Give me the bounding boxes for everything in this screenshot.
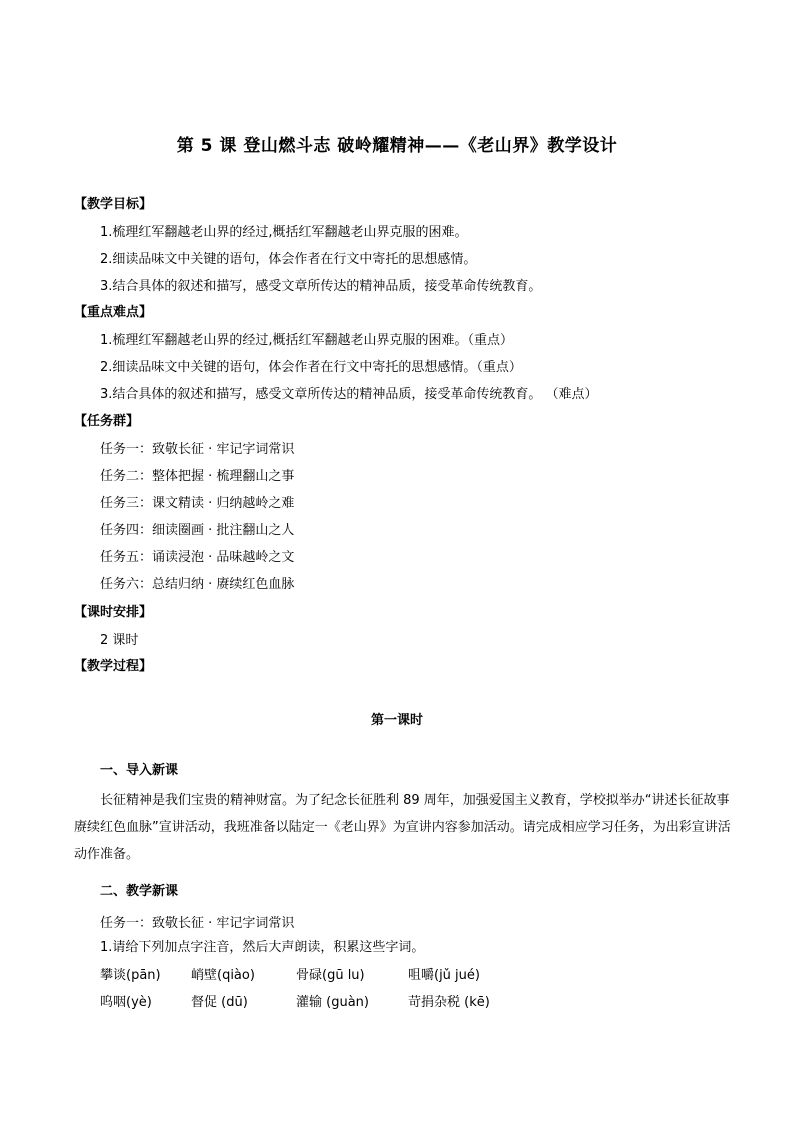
task-item: 任务二：整体把握 · 梳理翻山之事 — [100, 469, 295, 484]
schedule-text: 2 课时 — [100, 633, 139, 648]
intro-paragraph: 长征精神是我们宝贵的精神财富。为了纪念长征胜利 89 周年，加强爱国主义教育，学校拟举办“讲述长征故事 赓续红色血脉”宣讲活动，我班准备以陆定一《老山界》为宣讲内容参加活动。请完成相应学习任务，为出彩宣讲活动作准备。 — [74, 793, 731, 862]
vocab-word: 骨碌(gū lu) — [296, 968, 365, 983]
exercise-instruction: 1.请给下列加点字注音，然后大声朗读，积累这些字词。 — [100, 940, 425, 955]
goal-item: 2.细读品味文中关键的语句，体会作者在行文中寄托的思想感情。 — [100, 252, 477, 267]
key-item: 3.结合具体的叙述和描写，感受文章所传达的精神品质，接受革命传统教育。 （难点） — [100, 387, 598, 402]
key-item: 1.梳理红军翻越老山界的经过,概括红军翻越老山界克服的困难。（重点） — [100, 333, 514, 348]
vocab-word: 苛捐杂税 (kē) — [408, 995, 490, 1010]
schedule-heading: 【课时安排】 — [74, 605, 153, 620]
section-heading: 二、教学新课 — [100, 884, 179, 899]
vocab-word: 峭壁(qiào) — [191, 968, 255, 983]
task-item: 任务六：总结归纳 · 赓续红色血脉 — [100, 577, 295, 592]
tasks-heading: 【任务群】 — [74, 414, 140, 429]
process-heading: 【教学过程】 — [74, 659, 153, 674]
vocab-word: 灌输 (guàn) — [296, 995, 369, 1010]
document-title: 第 5 课 登山燃斗志 破岭耀精神——《老山界》教学设计 — [176, 136, 618, 156]
task-item: 任务四：细读圈画 · 批注翻山之人 — [100, 523, 295, 538]
task-item: 任务一：致敬长征 · 牢记字词常识 — [100, 442, 295, 457]
task-item: 任务三：课文精读 · 归纳越岭之难 — [100, 496, 295, 511]
keys-heading: 【重点难点】 — [74, 305, 153, 320]
goals-heading: 【教学目标】 — [74, 197, 153, 212]
task-item: 任务五：诵读浸泡 · 品味越岭之文 — [100, 550, 295, 565]
task-subheading: 任务一：致敬长征 · 牢记字词常识 — [100, 916, 295, 931]
key-item: 2.细读品味文中关键的语句，体会作者在行文中寄托的思想感情。（重点） — [100, 360, 522, 375]
vocab-word: 呜咽(yè) — [100, 995, 152, 1010]
vocab-word: 督促 (dū) — [191, 995, 248, 1010]
section-heading: 一、导入新课 — [100, 763, 179, 778]
lesson-heading: 第一课时 — [370, 713, 423, 728]
vocab-word: 咀嚼(jǔ jué) — [408, 968, 480, 983]
vocab-word: 攀谈(pān) — [100, 968, 161, 983]
goal-item: 3.结合具体的叙述和描写，感受文章所传达的精神品质，接受革命传统教育。 — [100, 279, 542, 294]
goal-item: 1.梳理红军翻越老山界的经过,概括红军翻越老山界克服的困难。 — [100, 225, 468, 240]
